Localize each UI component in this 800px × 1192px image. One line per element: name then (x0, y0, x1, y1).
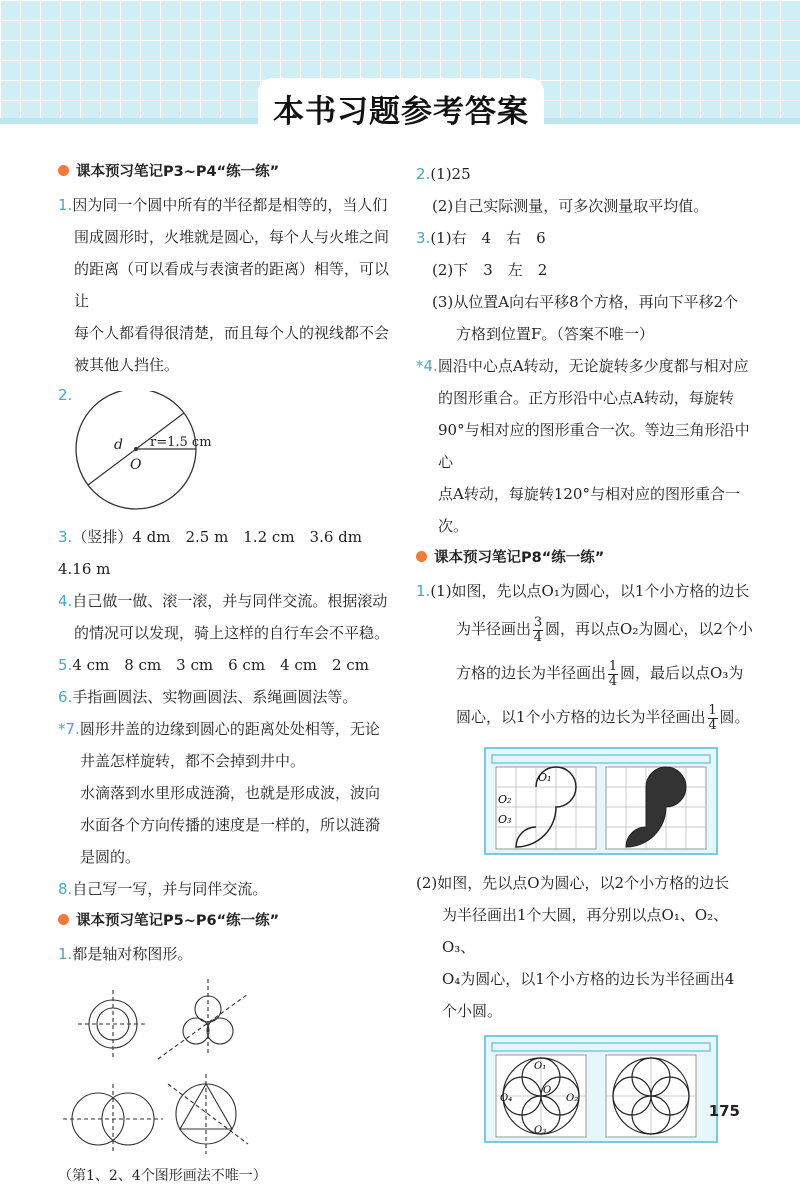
svg-text:O₁: O₁ (534, 1061, 547, 1072)
svg-text:O: O (543, 1085, 552, 1096)
answer-5: 5.4 cm 8 cm 3 cm 6 cm 4 cm 2 cm (58, 656, 369, 674)
circle-diagram (68, 391, 248, 521)
r-answer-3a: 3.(1)右 4 右 6 (416, 229, 546, 247)
r-answer-3c-cont: 方格到位置F。（答案不唯一） (456, 325, 654, 343)
fraction-one-quarter: $\frac{1}{4}$ (708, 702, 717, 733)
answer-7: *7.圆形井盖的边缘到圆心的距离处处相等，无论 井盖怎样旋转，都不会掉到井中。 水滴落到水里形成涟漪，也就是形成波，波向 水面各个方向传播的速度是一样的，所以涟漪 是圆的。 (58, 720, 381, 866)
svg-text:O₄: O₄ (500, 1093, 513, 1104)
section-p8 (416, 546, 761, 567)
svg-text:O₂: O₂ (566, 1093, 579, 1104)
title-box (258, 78, 544, 138)
r-answer-4: *4.圆沿中心点A转动，无论旋转多少度都与相对应 的图形重合。正方形沿中心点A转动，每旋转 90°与相对应的图形重合一次。等边三角形沿中心 点A转动，每旋转120°与相对应的图形重合一次。 (416, 357, 750, 535)
bullet-dot-icon (58, 165, 69, 176)
answer-3: 3.（竖排）4 dm 2.5 m 1.2 cm 3.6 dm 4.16 m (58, 528, 378, 578)
section-p5-p6 (58, 909, 403, 930)
r-answer-2a: 2.(1)25 (416, 165, 471, 183)
section-p3-p4 (58, 160, 403, 181)
svg-text:O₃: O₃ (498, 813, 512, 826)
flower-figure (484, 1035, 724, 1145)
svg-text:O₁: O₁ (538, 771, 552, 784)
fraction-three-quarters: $\frac{3}{4}$ (533, 614, 543, 645)
bullet-dot-icon (58, 914, 69, 925)
answer-8: 8.自己写一写，并与同伴交流。 (58, 880, 268, 898)
fraction-one-quarter: $\frac{1}{4}$ (608, 658, 618, 689)
bullet-dot-icon (416, 551, 427, 562)
section-heading: 课本预习笔记P8“练一练” (434, 550, 605, 566)
answer-1: 1.因为同一个圆中所有的半径都是相等的，当人们 围成圆形时，火堆就是圆心，每个人与火堆之间 的距离（可以看成与表演者的距离）相等，可以让 每个人都看得很清楚，而且每个人的视线都不会 被其他人挡住。 (58, 196, 390, 374)
answer-2: 2. d O r=1.5 cm (58, 381, 403, 521)
answer-6: 6.手指画圆法、实物画圆法、系绳画圆法等。 (58, 688, 358, 706)
svg-text:O₂: O₂ (498, 793, 512, 806)
page-title: 本书习题参考答案 (273, 93, 529, 130)
center-label: O (130, 457, 142, 473)
r-answer-3c: (3)从位置A向右平移8个方格，再向下平移2个 (432, 293, 739, 311)
r-s3-answer-1: 1.(1)如图，先以点O₁为圆心，以1个小方格的边长 为半径画出 $\frac{3}{4}$ 圆，再以点O₂为圆心，以2个小 方格的边长为半径画出 $\frac{1}{4}$ 圆，最后以点O₃为 圆心，以1个小方格的边长为半径画出 $\frac{1}{4}$ 圆。 (416, 582, 753, 733)
page-number: 175 (708, 1102, 740, 1120)
diameter-label: d (114, 437, 123, 453)
spiral-figure (484, 747, 724, 857)
right-column (416, 158, 761, 1145)
answer-4: 4.自己做一做、滚一滚，并与同伴交流。根据滚动 的情况可以发现，骑上这样的自行车会不平稳。 (58, 592, 390, 642)
symmetry-figures (58, 974, 358, 1164)
r-s3-answer-1-part2: (2)如图，先以点O为圆心，以2个小方格的边长 为半径画出1个大圆，再分别以点O₁、O₂、O₃、 O₄为圆心，以1个小方格的边长为半径画出4 个小圆。 (416, 874, 735, 1020)
r-answer-3b: (2)下 3 左 2 (432, 261, 548, 279)
section-heading: 课本预习笔记P5~P6“练一练” (76, 913, 280, 929)
svg-text:O₃: O₃ (534, 1125, 547, 1136)
s2-caption: （第1、2、4个图形画法不唯一） (58, 1168, 267, 1184)
left-column (58, 158, 403, 1192)
section-heading: 课本预习笔记P3~P4“练一练” (76, 164, 280, 180)
s2-answer-1: 1.都是轴对称图形。 (58, 945, 193, 963)
r-answer-2b: (2)自己实际测量，可多次测量取平均值。 (432, 197, 709, 215)
radius-label: r=1.5 cm (150, 435, 212, 450)
